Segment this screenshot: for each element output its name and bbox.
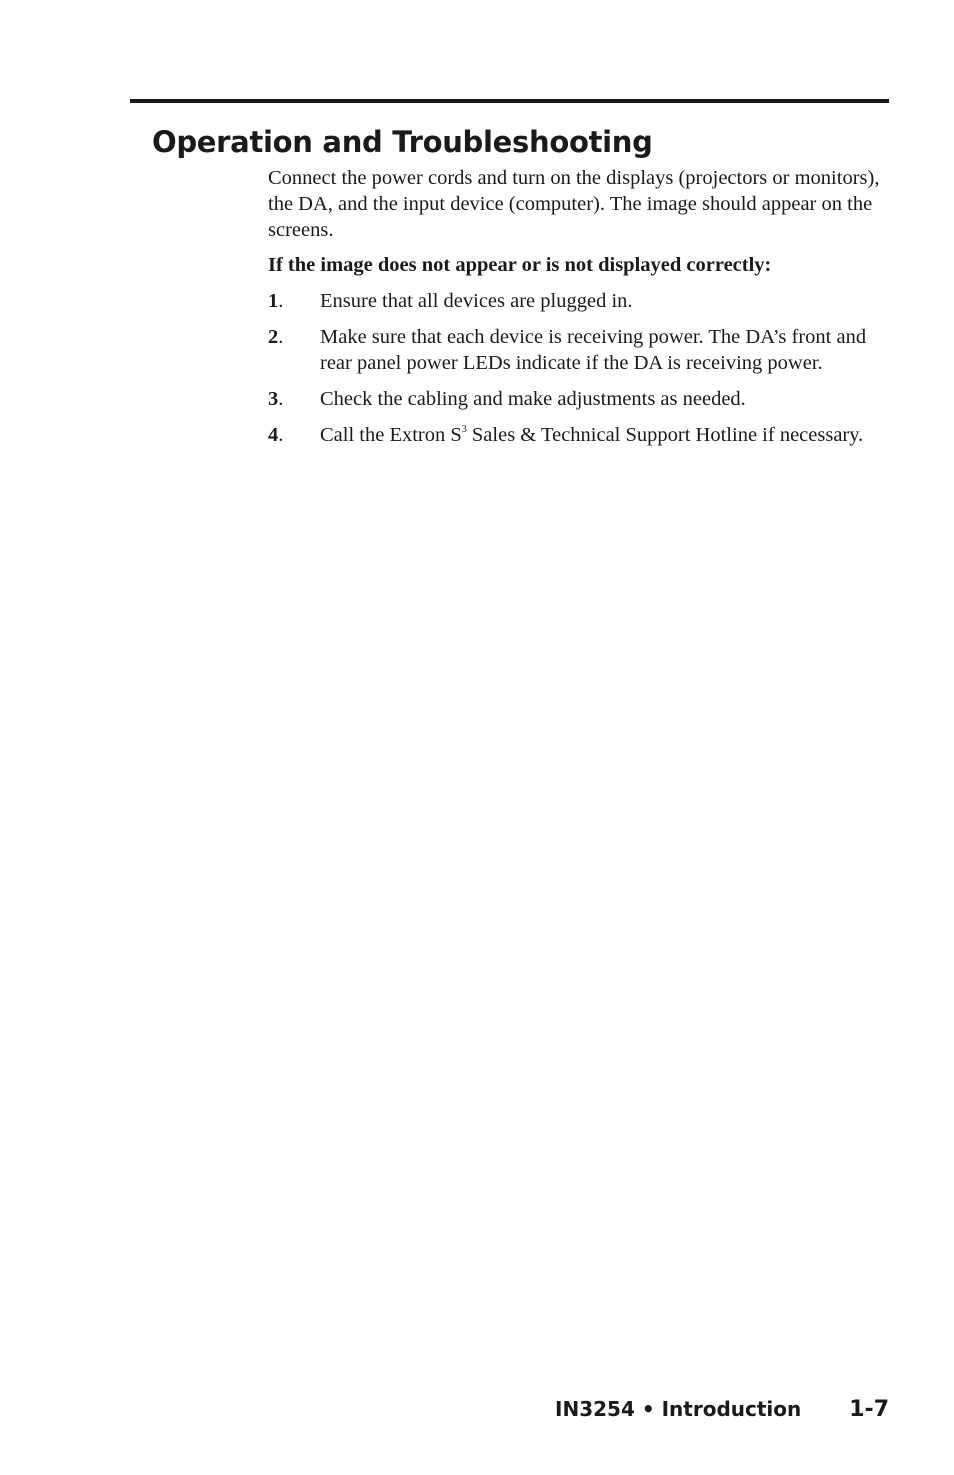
step-number: 4.	[268, 424, 284, 446]
superscript-3: 3	[461, 424, 467, 435]
step-item	[268, 386, 889, 412]
footer-title: IN3254 • Introduction	[555, 1397, 802, 1421]
page-number: 1-7	[849, 1397, 889, 1422]
step-text: Check the cabling and make adjustments as needed.	[320, 388, 746, 410]
step-number: 2.	[268, 326, 284, 348]
step-number: 3.	[268, 388, 284, 410]
step-text: Ensure that all devices are plugged in.	[320, 290, 633, 312]
step-item	[268, 422, 889, 448]
top-rule	[130, 99, 889, 103]
step-item	[268, 324, 889, 376]
section-title: Operation and Troubleshooting	[152, 125, 653, 159]
step-item	[268, 288, 889, 314]
step-text: Call the Extron $S^3$ Sales & Technical Support Hotline if necessary.	[320, 424, 864, 446]
intro-paragraph: Connect the power cords and turn on the displays (projectors or monitors), the DA, and the input device (computer). The image should appear on the screens.	[268, 167, 880, 241]
body-content	[268, 165, 889, 458]
step-number: 1.	[268, 290, 284, 312]
step-text: Make sure that each device is receiving power. The DA’s front and rear panel power LEDs indicate if the DA is receiving power.	[320, 326, 867, 374]
troubleshooting-lead-in: If the image does not appear or is not displayed correctly:	[268, 254, 772, 276]
page-footer	[555, 1394, 889, 1425]
